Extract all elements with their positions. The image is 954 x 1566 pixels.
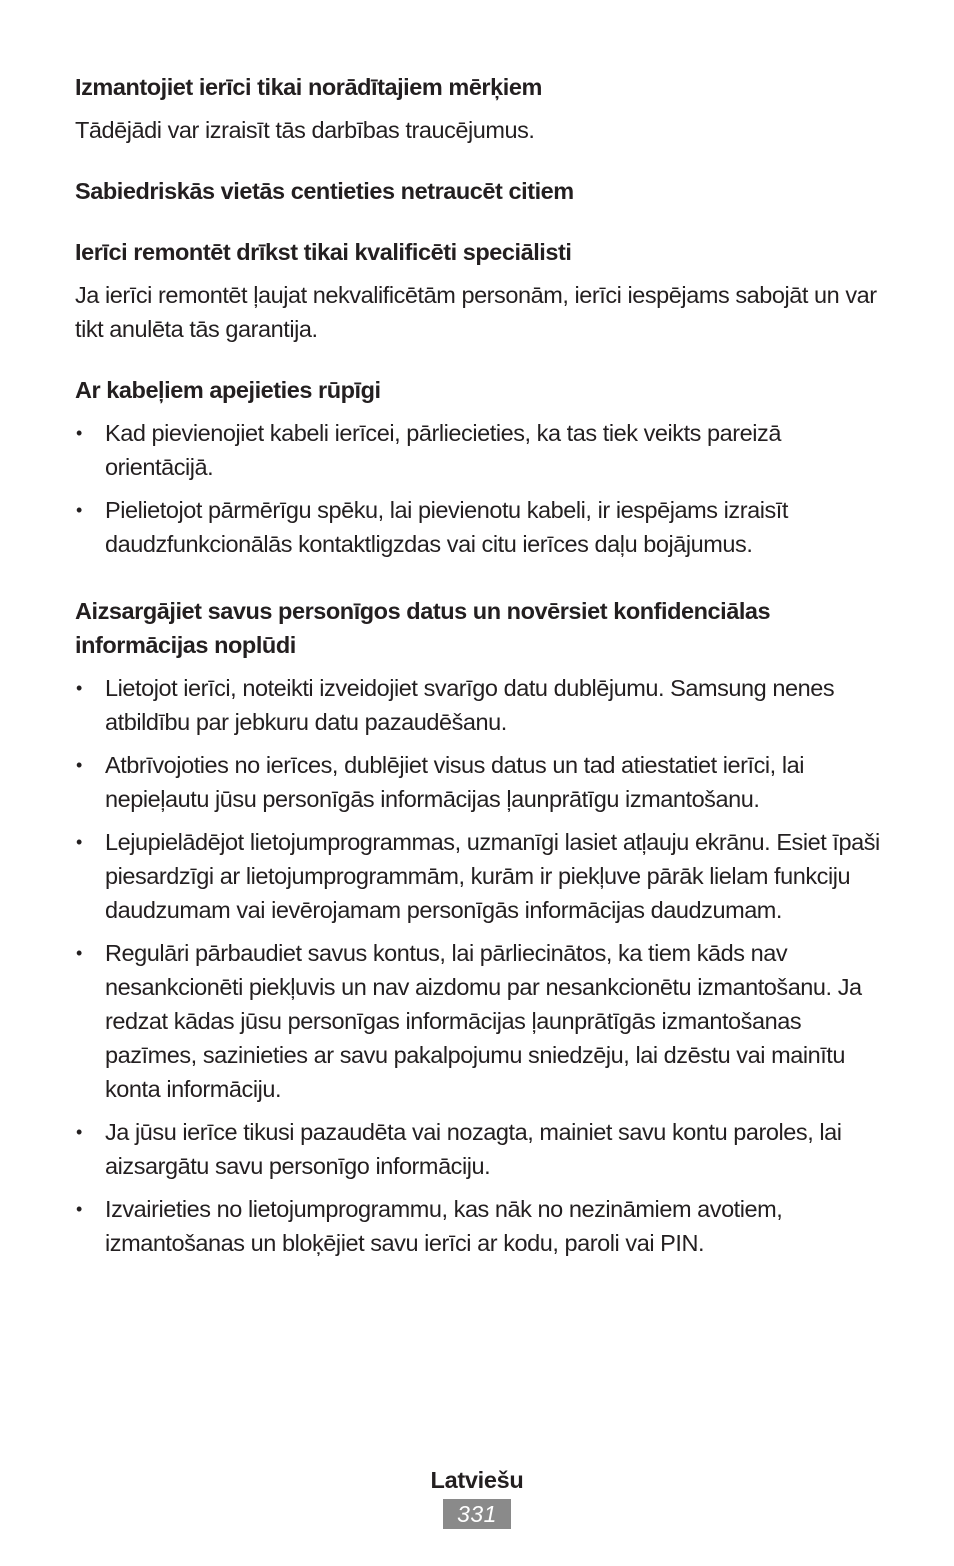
list-item — [75, 748, 885, 816]
section-cables — [75, 373, 885, 561]
list-item-text: Lejupielādējot lietojumprogrammas, uzmanīgi lasiet atļauju ekrānu. Esiet īpaši piesardzīgi ar lietojumprogrammām, kurām ir piekļuve pārāk lielam funkciju daudzumam vai ievērojamam personīgās informācijas daudzumam. — [105, 829, 880, 923]
list-item — [75, 416, 885, 484]
page-content — [75, 70, 885, 1269]
list-item — [75, 1115, 885, 1183]
list-item-text: Izvairieties no lietojumprogrammu, kas nāk no nezināmiem avotiem, izmantošanas un bloķējiet savu ierīci ar kodu, paroli vai PIN. — [105, 1196, 783, 1256]
list-item — [75, 936, 885, 1106]
bullet-list — [75, 671, 885, 1260]
list-item-text: Pielietojot pārmērīgu spēku, lai pievienotu kabeli, ir iespējams izraisīt daudzfunkcionālās kontaktligzdas vai citu ierīces daļu bojājumus. — [105, 497, 788, 557]
footer-language: Latviešu — [430, 1467, 524, 1493]
bullet-icon: • — [76, 500, 82, 520]
bullet-icon: • — [76, 755, 82, 775]
section-heading: Ar kabeļiem apejieties rūpīgi — [75, 377, 381, 403]
section-heading: Ierīci remontēt drīkst tikai kvalificēti speciālisti — [75, 239, 572, 265]
bullet-icon: • — [76, 423, 82, 443]
list-item-text: Lietojot ierīci, noteikti izveidojiet svarīgo datu dublējumu. Samsung nenes atbildību par jebkuru datu pazaudēšanu. — [105, 675, 835, 735]
section-personal-data — [75, 594, 885, 1260]
list-item-text: Ja jūsu ierīce tikusi pazaudēta vai nozagta, mainiet savu kontu paroles, lai aizsargātu savu personīgo informāciju. — [105, 1119, 842, 1179]
section-repair — [75, 235, 885, 346]
list-item — [75, 671, 885, 739]
section-public-places — [75, 174, 885, 208]
bullet-icon: • — [76, 832, 82, 852]
bullet-list — [75, 416, 885, 561]
section-heading: Aizsargājiet savus personīgos datus un novērsiet konfidenciālas informācijas noplūdi — [75, 598, 771, 658]
section-paragraph: Ja ierīci remontēt ļaujat nekvalificētām personām, ierīci iespējams sabojāt un var tikt anulēta tās garantija. — [75, 282, 877, 342]
list-item — [75, 493, 885, 561]
page-footer — [0, 1464, 954, 1529]
bullet-icon: • — [76, 1122, 82, 1142]
bullet-icon: • — [76, 678, 82, 698]
section-heading: Sabiedriskās vietās centieties netraucēt citiem — [75, 178, 574, 204]
section-intended-use — [75, 70, 885, 147]
list-item — [75, 1192, 885, 1260]
list-item-text: Kad pievienojiet kabeli ierīcei, pārliecieties, ka tas tiek veikts pareizā orientācijā. — [105, 420, 781, 480]
list-item-text: Regulāri pārbaudiet savus kontus, lai pārliecinātos, ka tiem kāds nav nesankcionēti piekļuvis un nav aizdomu par nesankcionētu izmantošanu. Ja redzat kādas jūsu personīgas informācijas ļaunprātīgās izmantošanas pazīmes, sazinieties ar savu pakalpojumu sniedzēju, lai dzēstu vai mainītu konta informāciju. — [105, 940, 862, 1102]
list-item-text: Atbrīvojoties no ierīces, dublējiet visus datus un tad atiestatiet ierīci, lai nepieļautu jūsu personīgās informācijas ļaunprātīgu izmantošanu. — [105, 752, 804, 812]
page-number-badge: 331 — [443, 1499, 511, 1529]
bullet-icon: • — [76, 1199, 82, 1219]
bullet-icon: • — [76, 943, 82, 963]
list-item — [75, 825, 885, 927]
section-heading: Izmantojiet ierīci tikai norādītajiem mērķiem — [75, 74, 542, 100]
section-paragraph: Tādējādi var izraisīt tās darbības traucējumus. — [75, 117, 535, 143]
